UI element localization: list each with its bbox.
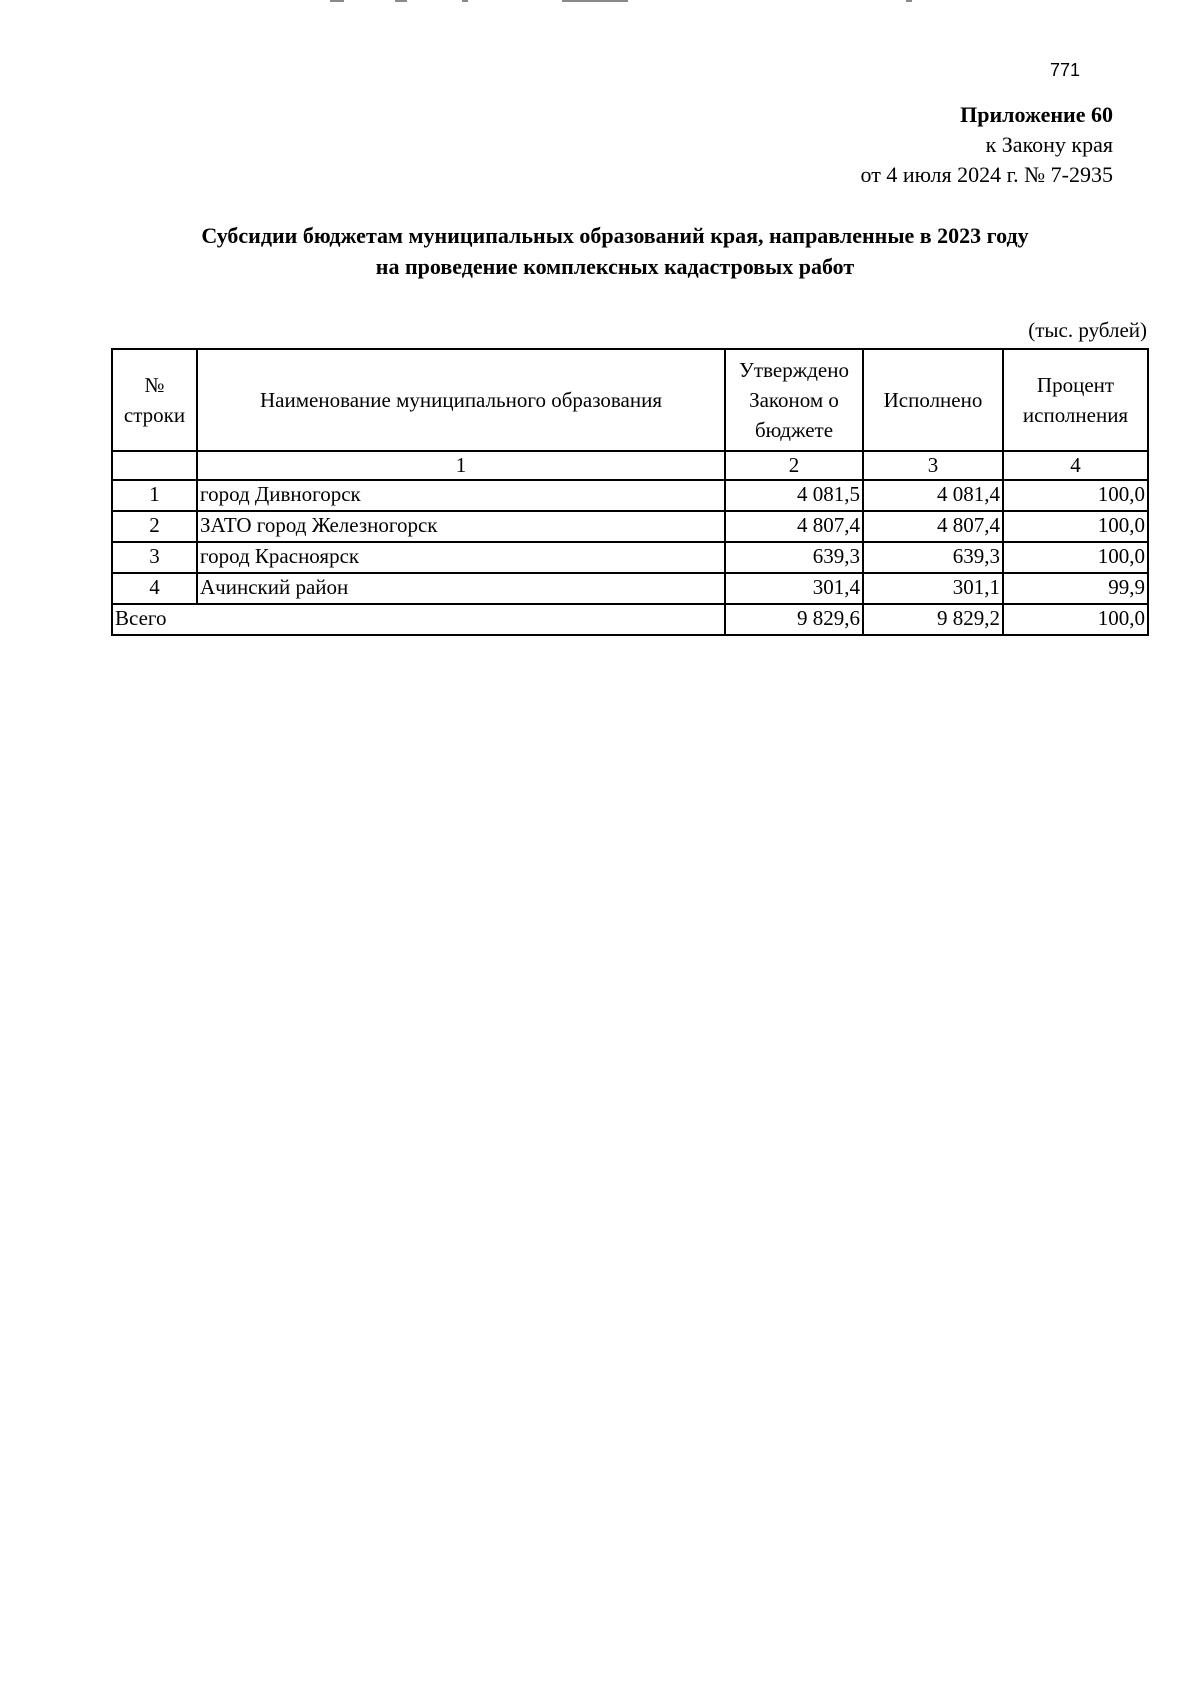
document-title-line-2: на проведение комплексных кадастровых работ <box>375 254 855 279</box>
municipality-name: Ачинский район <box>197 573 725 604</box>
execution-percent: 100,0 <box>1003 511 1148 542</box>
executed-amount: 301,1 <box>863 573 1003 604</box>
column-number-1: 1 <box>197 451 725 480</box>
total-approved-amount: 9 829,6 <box>725 604 863 635</box>
column-number-3: 3 <box>863 451 1003 480</box>
row-number: 3 <box>112 542 197 573</box>
scan-edge-marks <box>0 0 1200 8</box>
subsidies-table <box>111 348 1149 636</box>
approved-amount: 4 081,5 <box>725 480 863 511</box>
municipality-name: город Красноярск <box>197 542 725 573</box>
executed-amount: 4 081,4 <box>863 480 1003 511</box>
execution-percent: 100,0 <box>1003 542 1148 573</box>
row-number: 1 <box>112 480 197 511</box>
appendix-law-date: от 4 июля 2024 г. № 7-2935 <box>860 162 1113 187</box>
municipality-name: город Дивногорск <box>197 480 725 511</box>
column-numbers-row <box>112 451 1148 480</box>
municipality-name: ЗАТО город Железногорск <box>197 511 725 542</box>
table-row <box>112 511 1148 542</box>
header-executed: Исполнено <box>863 349 1003 451</box>
executed-amount: 639,3 <box>863 542 1003 573</box>
approved-amount: 639,3 <box>725 542 863 573</box>
header-municipality-name: Наименование муниципального образования <box>197 349 725 451</box>
column-number-4: 4 <box>1003 451 1148 480</box>
header-percent: Процент исполнения <box>1003 349 1148 451</box>
column-number-0 <box>112 451 197 480</box>
table-header-row <box>112 349 1148 451</box>
approved-amount: 4 807,4 <box>725 511 863 542</box>
table-total-row <box>112 604 1148 635</box>
approved-amount: 301,4 <box>725 573 863 604</box>
table-row <box>112 542 1148 573</box>
document-title-line-1: Субсидии бюджетам муниципальных образований края, направленные в 2023 году <box>201 223 1029 248</box>
page-number: 771 <box>1050 60 1081 80</box>
table-row <box>112 573 1148 604</box>
column-number-2: 2 <box>725 451 863 480</box>
units-label: (тыс. рублей) <box>1028 318 1147 342</box>
total-execution-percent: 100,0 <box>1003 604 1148 635</box>
execution-percent: 99,9 <box>1003 573 1148 604</box>
header-row-number: № строки <box>112 349 197 451</box>
executed-amount: 4 807,4 <box>863 511 1003 542</box>
total-label: Всего <box>112 604 725 635</box>
table-row <box>112 480 1148 511</box>
execution-percent: 100,0 <box>1003 480 1148 511</box>
appendix-block <box>861 100 1113 190</box>
row-number: 4 <box>112 573 197 604</box>
total-executed-amount: 9 829,2 <box>863 604 1003 635</box>
document-title <box>100 220 1130 282</box>
appendix-title: Приложение 60 <box>960 102 1113 127</box>
appendix-law-ref: к Закону края <box>985 132 1113 157</box>
header-approved: Утверждено Законом о бюджете <box>725 349 863 451</box>
row-number: 2 <box>112 511 197 542</box>
